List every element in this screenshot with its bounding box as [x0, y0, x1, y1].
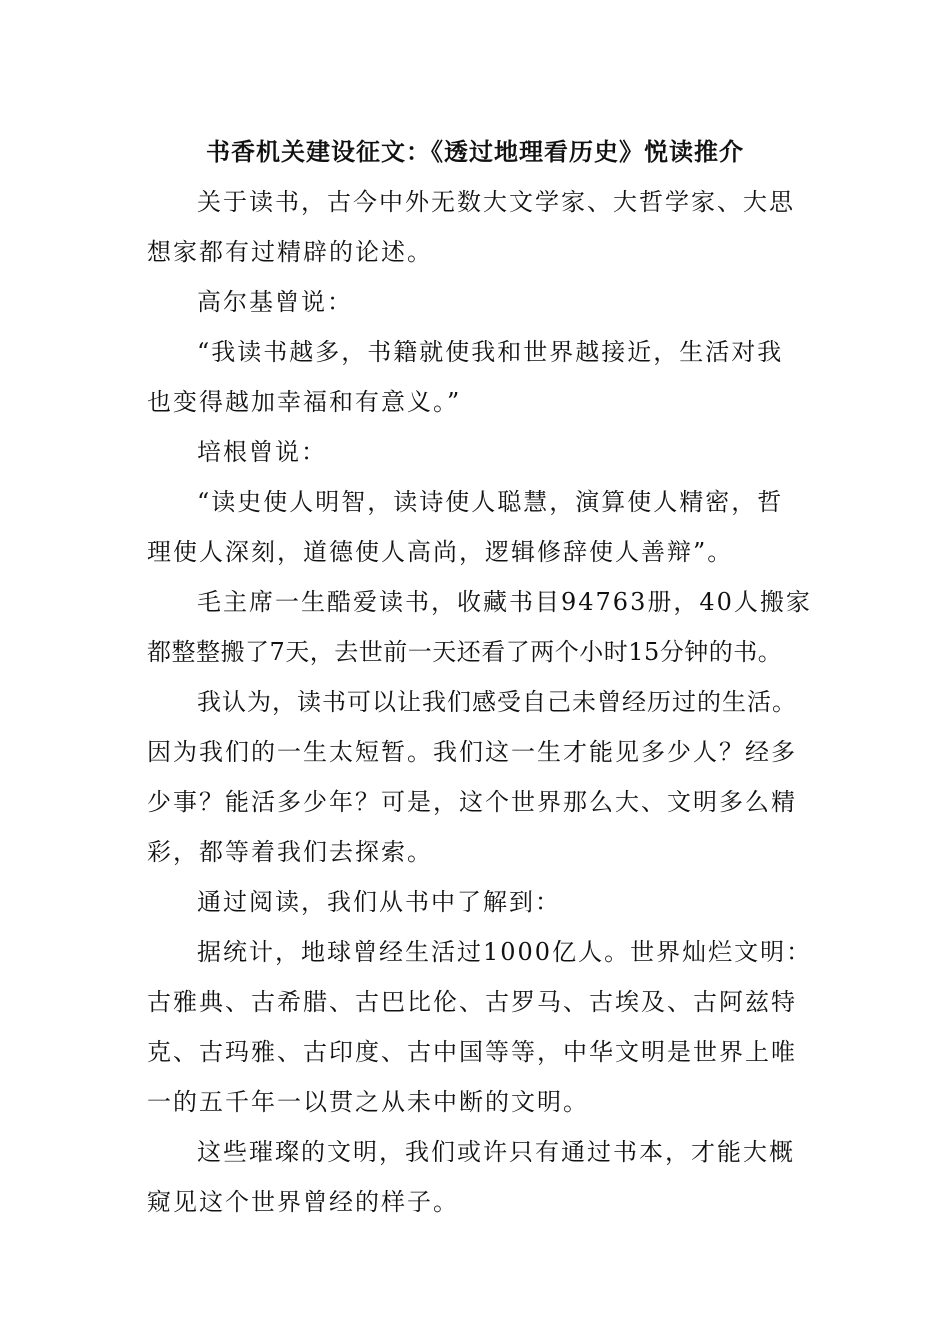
- paragraph-line: 都整整搬了7天，去世前一天还看了两个小时15分钟的书。: [147, 638, 783, 666]
- paragraph-line: 培根曾说：: [197, 438, 327, 466]
- paragraph-line: 据统计，地球曾经生活过1000亿人。世界灿烂文明：: [197, 938, 813, 966]
- paragraph-line: 通过阅读，我们从书中了解到：: [197, 888, 561, 916]
- quote-line: “读史使人明智，读诗使人聪慧，演算使人精密，哲: [197, 488, 784, 516]
- paragraph-line: 关于读书，古今中外无数大文学家、大哲学家、大思: [197, 188, 795, 216]
- paragraph-line: 想家都有过精辟的论述。: [147, 238, 433, 266]
- paragraph-line: 高尔基曾说：: [197, 288, 353, 316]
- paragraph-line: 毛主席一生酷爱读书，收藏书目94763册，40人搬家: [197, 588, 812, 616]
- paragraph-line: 彩，都等着我们去探索。: [147, 838, 433, 866]
- paragraph-line: 我认为，读书可以让我们感受自己未曾经历过的生活。: [197, 688, 797, 716]
- paragraph-line: 一的五千年一以贯之从未中断的文明。: [147, 1088, 589, 1116]
- paragraph-line: 古雅典、古希腊、古巴比伦、古罗马、古埃及、古阿兹特: [147, 988, 797, 1016]
- quote-line: “我读书越多，书籍就使我和世界越接近，生活对我: [197, 338, 784, 366]
- paragraph-line: 窥见这个世界曾经的样子。: [147, 1188, 459, 1216]
- paragraph-line: 克、古玛雅、古印度、古中国等等，中华文明是世界上唯: [147, 1038, 797, 1066]
- paragraph-line: 少事？能活多少年？可是，这个世界那么大、文明多么精: [147, 788, 797, 816]
- quote-line: 理使人深刻，道德使人高尚，逻辑修辞使人善辩”。: [147, 538, 734, 566]
- document-title: 书香机关建设征文：《透过地理看历史》悦读推介: [206, 137, 744, 166]
- paragraph-line: 这些璀璨的文明，我们或许只有通过书本，才能大概: [197, 1138, 795, 1166]
- quote-line: 也变得越加幸福和有意义。”: [147, 388, 462, 416]
- paragraph-line: 因为我们的一生太短暂。我们这一生才能见多少人？经多: [147, 738, 797, 766]
